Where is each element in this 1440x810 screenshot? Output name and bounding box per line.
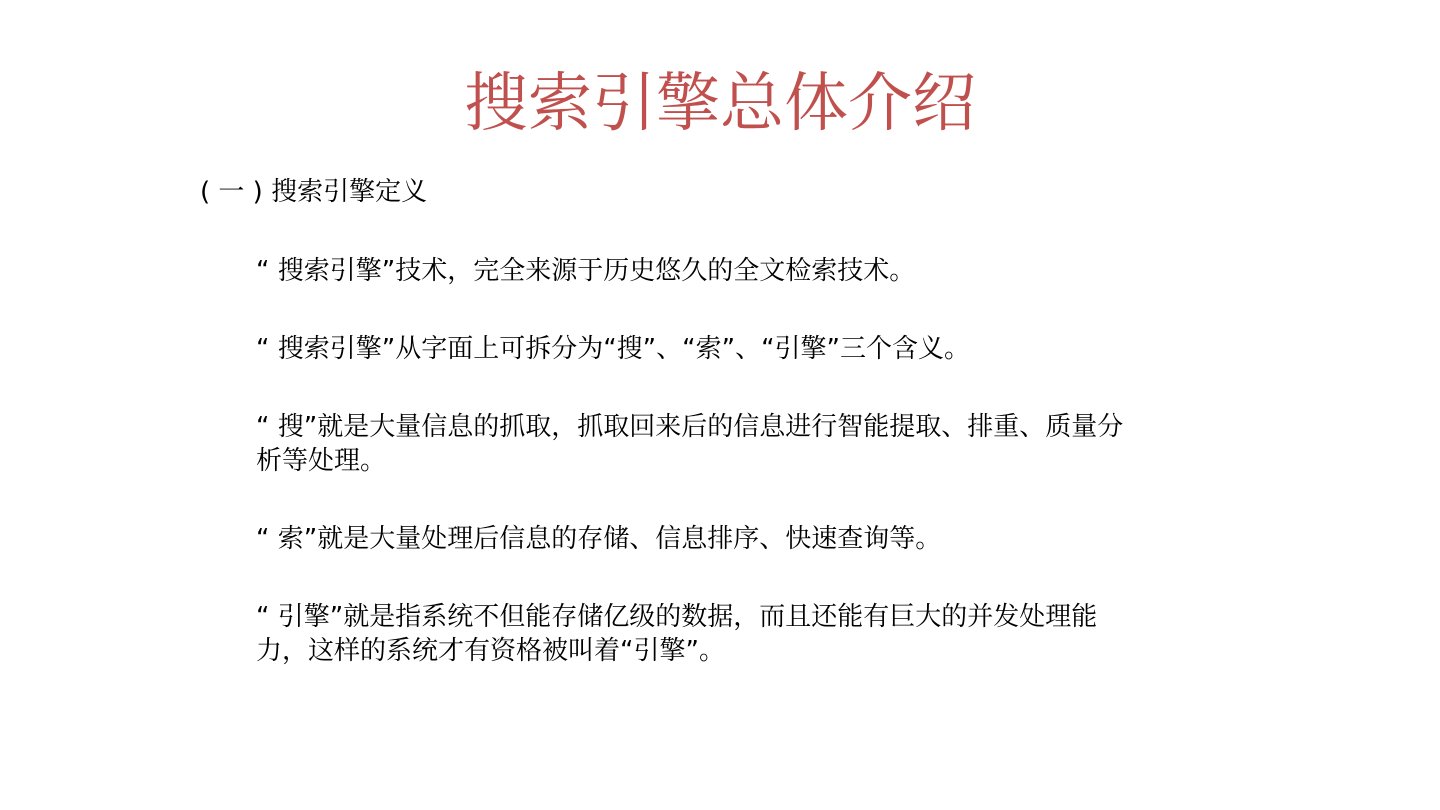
paragraph: “ 引擎”就是指系统不但能存储亿级的数据，而且还能有巨大的并发处理能力，这样的系统才有资格被叫着“引擎”。 [256,602,1098,666]
section-heading: ( 一 ) 搜索引擎定义 [200,177,428,207]
paragraph: “ 搜索引擎”从字面上可拆分为“搜”、“索”、“引擎”三个含义。 [256,334,971,364]
paragraph: “ 搜”就是大量信息的抓取，抓取回来后的信息进行智能提取、排重、质量分析等处理。 [256,412,1124,476]
paragraph: “ 索”就是大量处理后信息的存储、信息排序、快速查询等。 [256,524,942,554]
slide-title: 搜索引擎总体介绍 [464,67,976,141]
paragraph: “ 搜索引擎”技术，完全来源于历史悠久的全文检索技术。 [256,256,916,286]
